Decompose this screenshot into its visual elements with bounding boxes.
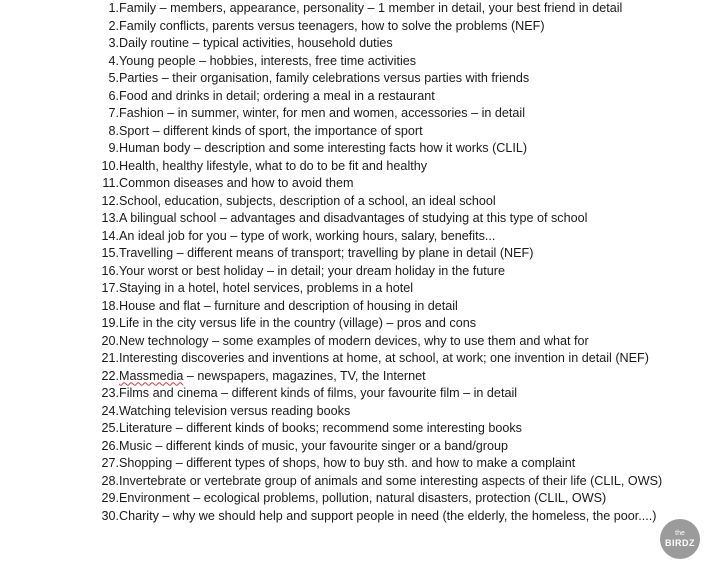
topic-text	[119, 193, 682, 211]
topic-text-body: House and flat – furniture and description of housing in detail	[119, 298, 458, 313]
topic-text	[119, 350, 682, 368]
topic-text-body: Parties – their organisation, family celebrations versus parties with friends	[119, 71, 530, 85]
topic-number: 25.	[101, 421, 119, 435]
topic-text	[119, 175, 682, 193]
topic-text	[119, 123, 682, 141]
topic-number: 4.	[108, 53, 119, 68]
topic-item	[97, 193, 682, 211]
watermark-small-text: the	[675, 530, 685, 537]
topic-text	[119, 263, 682, 281]
topic-number: 22.	[101, 368, 119, 383]
topic-text-body: Family – members, appearance, personality – 1 member in detail, your best friend in detail	[119, 1, 623, 15]
topic-item	[97, 455, 682, 473]
topic-number: 3.	[108, 36, 119, 50]
topic-item	[97, 123, 682, 141]
topic-text	[119, 105, 682, 123]
topic-item	[97, 333, 682, 351]
birdz-watermark-logo	[660, 519, 700, 559]
topic-number: 30.	[101, 508, 119, 523]
spellcheck-flagged-word: Massmedia	[119, 368, 184, 383]
topic-item	[97, 105, 682, 123]
topic-item	[97, 158, 682, 176]
topic-number: 12.	[101, 193, 119, 208]
topic-number: 21.	[101, 351, 119, 365]
topic-item	[97, 263, 682, 281]
topic-item	[97, 18, 682, 36]
topic-text	[119, 490, 682, 508]
topic-text-body: New technology – some examples of modern devices, why to use them and what for	[119, 333, 589, 348]
topic-text-body: Music – different kinds of music, your favourite singer or a band/group	[119, 438, 508, 453]
topic-text-body: Travelling – different means of transport; travelling by plane in detail (NEF)	[119, 246, 534, 260]
topic-text-body: Food and drinks in detail; ordering a meal in a restaurant	[119, 88, 435, 103]
topic-text-body: School, education, subjects, description of a school, an ideal school	[119, 193, 496, 208]
watermark-big-text: BIRDZ	[665, 538, 695, 548]
topic-item	[97, 385, 682, 403]
topic-number: 7.	[108, 106, 119, 120]
topic-item	[97, 245, 682, 263]
topic-item	[97, 403, 682, 421]
topic-text-body: Life in the city versus life in the country (village) – pros and cons	[119, 316, 476, 330]
topic-item	[97, 490, 682, 508]
topic-number: 16.	[101, 263, 119, 278]
topic-text	[119, 210, 682, 228]
topic-text	[119, 0, 682, 18]
topic-text	[119, 385, 682, 403]
topic-text	[119, 473, 682, 491]
topic-text-body: Shopping – different types of shops, how to buy sth. and how to make a complaint	[119, 456, 576, 470]
topic-item	[97, 508, 682, 526]
topic-number: 26.	[101, 438, 119, 453]
topic-number: 10.	[101, 158, 119, 173]
topic-text-body: Literature – different kinds of books; recommend some interesting books	[119, 421, 522, 435]
topic-text	[119, 280, 682, 298]
topic-number: 15.	[101, 246, 119, 260]
topic-text-body: Fashion – in summer, winter, for men and women, accessories – in detail	[119, 106, 525, 120]
topic-item	[97, 88, 682, 106]
topic-text-body: Interesting discoveries and inventions at home, at school, at work; one invention in detail (NEF)	[119, 351, 649, 365]
topic-number: 20.	[101, 333, 119, 348]
topic-text-body: Environment – ecological problems, pollution, natural disasters, protection (CLIL, OWS)	[119, 491, 607, 505]
topic-number: 11.	[102, 176, 119, 190]
topic-text-body: A bilingual school – advantages and disadvantages of studying at this type of school	[119, 211, 588, 225]
topic-number: 29.	[101, 491, 119, 505]
topic-text-body: An ideal job for you – type of work, working hours, salary, benefits...	[119, 228, 496, 243]
topic-text	[119, 508, 682, 526]
topic-item	[97, 438, 682, 456]
topic-text-body: Common diseases and how to avoid them	[119, 176, 354, 190]
topic-text	[119, 18, 682, 36]
topic-text-body: Films and cinema – different kinds of films, your favourite film – in detail	[119, 386, 518, 400]
topic-item	[97, 280, 682, 298]
topic-text-body: Human body – description and some interesting facts how it works (CLIL)	[119, 141, 528, 155]
topic-item	[97, 35, 682, 53]
topic-text	[119, 403, 682, 421]
topic-item	[97, 0, 682, 18]
topic-text	[119, 70, 682, 88]
topic-text-body: – newspapers, magazines, TV, the Internet	[183, 368, 426, 383]
topic-number: 2.	[108, 18, 119, 33]
topic-item	[97, 420, 682, 438]
topic-text-body: Watching television versus reading books	[119, 403, 351, 418]
topic-text-body: Young people – hobbies, interests, free time activities	[119, 53, 417, 68]
topic-number: 6.	[108, 88, 119, 103]
topic-list	[97, 0, 682, 525]
topic-item	[97, 70, 682, 88]
topic-number: 1.	[108, 1, 119, 15]
topic-text-body: Daily routine – typical activities, household duties	[119, 36, 393, 50]
topic-text	[119, 455, 682, 473]
topic-number: 8.	[108, 123, 119, 138]
topic-text	[119, 53, 682, 71]
topic-text-body: Your worst or best holiday – in detail; your dream holiday in the future	[119, 263, 505, 278]
topic-text-body: Health, healthy lifestyle, what to do to be fit and healthy	[119, 158, 428, 173]
topic-text	[119, 368, 682, 386]
topic-text	[119, 420, 682, 438]
topic-text	[119, 245, 682, 263]
topic-number: 23.	[101, 386, 119, 400]
topic-text	[119, 333, 682, 351]
topic-item	[97, 228, 682, 246]
topic-text-body: Charity – why we should help and support people in need (the elderly, the homeless, the poor....)	[119, 508, 657, 523]
topic-text-body: Sport – different kinds of sport, the importance of sport	[119, 123, 423, 138]
topic-item	[97, 368, 682, 386]
topic-text	[119, 438, 682, 456]
topic-text	[119, 298, 682, 316]
topic-text	[119, 35, 682, 53]
topic-number: 9.	[108, 141, 119, 155]
topic-text-body: Staying in a hotel, hotel services, problems in a hotel	[119, 281, 414, 295]
topic-number: 14.	[101, 228, 119, 243]
topic-item	[97, 175, 682, 193]
topic-item	[97, 473, 682, 491]
topic-item	[97, 298, 682, 316]
topic-text-body: Family conflicts, parents versus teenagers, how to solve the problems (NEF)	[119, 18, 545, 33]
topic-number: 28.	[101, 473, 119, 488]
topic-item	[97, 210, 682, 228]
topic-item	[97, 315, 682, 333]
topic-item	[97, 350, 682, 368]
topic-text	[119, 315, 682, 333]
topic-text	[119, 88, 682, 106]
topic-number: 13.	[101, 211, 119, 225]
topic-text	[119, 158, 682, 176]
topic-text	[119, 140, 682, 158]
topic-number: 24.	[101, 403, 119, 418]
topic-number: 5.	[108, 71, 119, 85]
topic-number: 17.	[101, 281, 119, 295]
topic-item	[97, 53, 682, 71]
topic-text	[119, 228, 682, 246]
topic-number: 19.	[101, 316, 119, 330]
topic-text-body: Invertebrate or vertebrate group of animals and some interesting aspects of their life (CLIL, OWS)	[119, 473, 663, 488]
topic-number: 27.	[101, 456, 119, 470]
topic-number: 18.	[101, 298, 119, 313]
topic-item	[97, 140, 682, 158]
